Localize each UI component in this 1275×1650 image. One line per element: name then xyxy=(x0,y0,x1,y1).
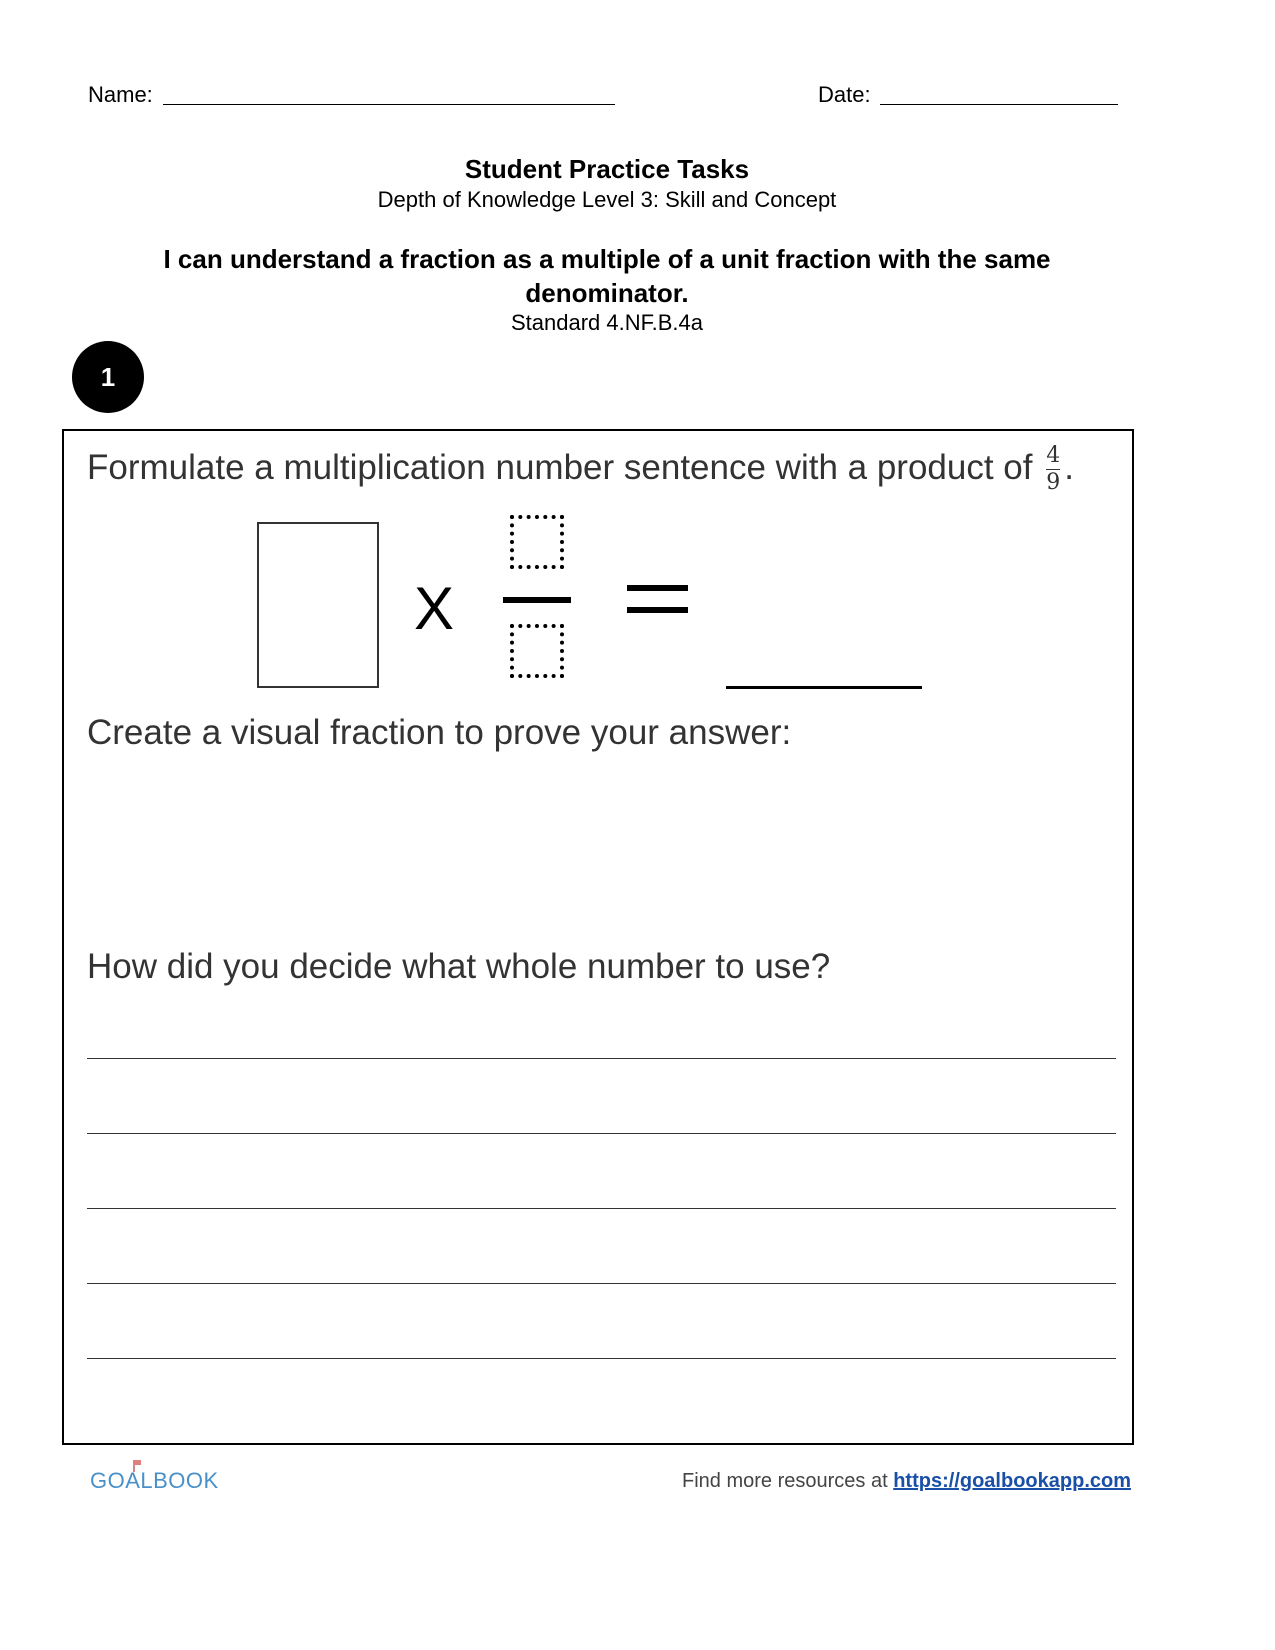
product-answer-line[interactable] xyxy=(726,686,922,689)
standard-label: Standard 4.NF.B.4a xyxy=(510,310,703,335)
times-sign: X xyxy=(414,575,455,642)
date-label: Date: xyxy=(818,82,871,107)
task-number-badge xyxy=(72,341,144,413)
page-subtitle: Depth of Knowledge Level 3: Skill and Concept xyxy=(377,187,837,212)
denominator-box[interactable] xyxy=(510,624,564,678)
reasoning-prompt: How did you decide what whole number to use? xyxy=(87,947,831,986)
visual-fraction-prompt: Create a visual fraction to prove your answer: xyxy=(87,713,792,752)
product-numerator: 4 xyxy=(1046,443,1061,468)
footer-resources-text: Find more resources at xyxy=(682,1470,888,1492)
answer-line-4[interactable] xyxy=(87,1283,1116,1284)
learning-objective: I can understand a fraction as a multiple of a unit fraction with the same denominator. xyxy=(163,244,1051,308)
logo-text: GOALBOOK xyxy=(90,1468,219,1493)
visual-fraction-area[interactable] xyxy=(87,765,1117,925)
product-fraction xyxy=(1046,445,1060,494)
product-denominator: 9 xyxy=(1046,470,1061,495)
name-label: Name: xyxy=(88,82,153,107)
answer-line-5[interactable] xyxy=(87,1358,1116,1359)
whole-number-box[interactable] xyxy=(257,522,379,688)
footer-resources xyxy=(682,1470,1131,1493)
fraction-bar xyxy=(503,597,571,603)
goalbook-logo xyxy=(90,1468,219,1494)
flag-icon xyxy=(132,1460,144,1472)
numerator-box[interactable] xyxy=(510,515,564,569)
name-field[interactable] xyxy=(163,104,615,105)
answer-line-2[interactable] xyxy=(87,1133,1116,1134)
footer-link[interactable]: https://goalbookapp.com xyxy=(893,1470,1131,1492)
task-box xyxy=(62,429,1134,1445)
equals-sign-bottom xyxy=(627,607,688,613)
date-field[interactable] xyxy=(880,104,1118,105)
page-title: Student Practice Tasks xyxy=(464,154,750,184)
multiplication-prompt-text: Formulate a multiplication number sentence with a product of xyxy=(87,447,1033,487)
prompt-period: . xyxy=(1064,447,1074,487)
equals-sign-top xyxy=(627,585,688,591)
answer-line-3[interactable] xyxy=(87,1208,1116,1209)
answer-line-1[interactable] xyxy=(87,1058,1116,1059)
multiplication-prompt xyxy=(87,445,1074,494)
task-number: 1 xyxy=(100,361,116,392)
